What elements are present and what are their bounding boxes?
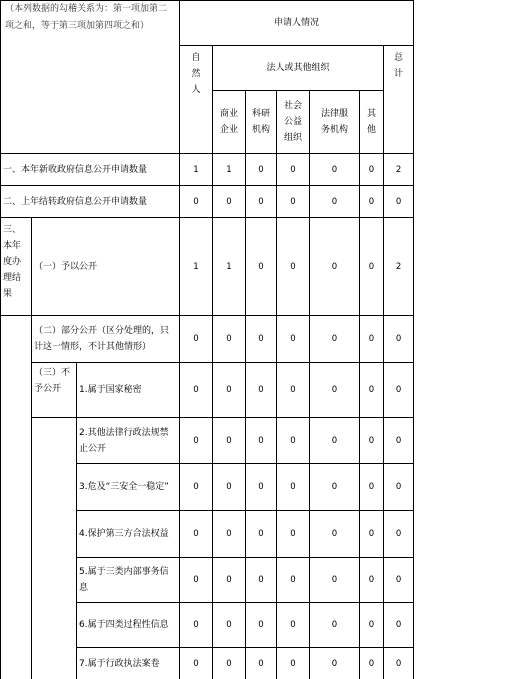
cell-commercial: 0 — [213, 511, 246, 558]
row-label: 1.属于国家秘密 — [77, 363, 180, 418]
cell-social: 0 — [277, 648, 310, 679]
table-row — [1, 186, 414, 218]
row-label: 5.属于三类内部事务信息 — [77, 558, 180, 603]
section-three-spacer — [1, 316, 32, 679]
applicant-header: 申请人情况 — [180, 1, 414, 46]
cell-social: 0 — [277, 603, 310, 648]
cell-total: 0 — [384, 511, 414, 558]
cell-legal-service: 0 — [310, 418, 360, 464]
cell-other: 0 — [360, 464, 384, 511]
cell-other: 0 — [360, 418, 384, 464]
natural-person-label: 自然人 — [191, 53, 201, 95]
not-disclosed-spacer — [32, 418, 77, 679]
cell-natural: 0 — [180, 603, 213, 648]
cell-other: 0 — [360, 186, 384, 218]
section-three-label — [1, 218, 32, 316]
cell-natural: 0 — [180, 186, 213, 218]
cell-total: 0 — [384, 648, 414, 679]
cell-social: 0 — [277, 218, 310, 316]
legal-entity-header: 法人或其他组织 — [213, 46, 384, 91]
cell-research: 0 — [246, 648, 277, 679]
cell-research: 0 — [246, 186, 277, 218]
cell-natural: 0 — [180, 363, 213, 418]
cell-social: 0 — [277, 558, 310, 603]
cell-legal-service: 0 — [310, 316, 360, 363]
table-row — [1, 363, 414, 418]
legal-service-label: 法律服务机构 — [321, 109, 349, 135]
social-header — [277, 91, 310, 154]
cell-legal-service: 0 — [310, 603, 360, 648]
row-label: 7.属于行政执法案卷 — [77, 648, 180, 679]
cell-natural: 0 — [180, 316, 213, 363]
not-disclosed-group-text: （三）不予公开 — [34, 368, 71, 394]
cell-commercial: 1 — [213, 218, 246, 316]
cell-legal-service: 0 — [310, 154, 360, 186]
cell-research: 0 — [246, 558, 277, 603]
cell-commercial: 1 — [213, 154, 246, 186]
cell-research: 0 — [246, 418, 277, 464]
cell-social: 0 — [277, 511, 310, 558]
cell-legal-service: 0 — [310, 648, 360, 679]
row-label: （一）予以公开 — [32, 218, 180, 316]
commercial-header — [213, 91, 246, 154]
cell-total: 0 — [384, 558, 414, 603]
cell-total: 2 — [384, 154, 414, 186]
table-row — [1, 316, 414, 363]
commercial-label: 商业企业 — [220, 109, 239, 135]
cell-total: 2 — [384, 218, 414, 316]
cell-natural: 1 — [180, 154, 213, 186]
other-header — [360, 91, 384, 154]
row-label: 2.其他法律行政法规禁止公开 — [77, 418, 180, 464]
cell-legal-service: 0 — [310, 558, 360, 603]
cell-total: 0 — [384, 603, 414, 648]
cell-commercial: 0 — [213, 464, 246, 511]
cell-total: 0 — [384, 186, 414, 218]
cell-other: 0 — [360, 218, 384, 316]
cell-other: 0 — [360, 154, 384, 186]
section-three-text: 三、本年度办理结果 — [3, 225, 22, 299]
cell-other: 0 — [360, 558, 384, 603]
cell-total: 0 — [384, 316, 414, 363]
cell-commercial: 0 — [213, 418, 246, 464]
cell-commercial: 0 — [213, 603, 246, 648]
cell-commercial: 0 — [213, 316, 246, 363]
cell-legal-service: 0 — [310, 186, 360, 218]
cell-social: 0 — [277, 418, 310, 464]
cell-other: 0 — [360, 363, 384, 418]
cell-social: 0 — [277, 464, 310, 511]
cell-commercial: 0 — [213, 363, 246, 418]
cell-legal-service: 0 — [310, 511, 360, 558]
cell-natural: 1 — [180, 218, 213, 316]
cell-legal-service: 0 — [310, 218, 360, 316]
row-label: 4.保护第三方合法权益 — [77, 511, 180, 558]
cell-social: 0 — [277, 186, 310, 218]
cell-research: 0 — [246, 464, 277, 511]
table-row — [1, 154, 414, 186]
research-label: 科研机构 — [252, 109, 271, 135]
cell-other: 0 — [360, 603, 384, 648]
cell-commercial: 0 — [213, 558, 246, 603]
cell-research: 0 — [246, 603, 277, 648]
not-disclosed-group-label — [32, 363, 77, 418]
cell-total: 0 — [384, 464, 414, 511]
cell-social: 0 — [277, 316, 310, 363]
cell-total: 0 — [384, 363, 414, 418]
legal-service-header — [310, 91, 360, 154]
cell-natural: 0 — [180, 558, 213, 603]
note-text: （本列数据的勾稽关系为：第一项加第二项之和，等于第三项加第四项之和） — [5, 4, 168, 31]
table-note — [1, 1, 180, 154]
cell-legal-service: 0 — [310, 363, 360, 418]
cell-other: 0 — [360, 648, 384, 679]
table-row — [1, 218, 414, 316]
cell-natural: 0 — [180, 648, 213, 679]
total-header — [384, 46, 414, 154]
research-header — [246, 91, 277, 154]
total-label: 总计 — [394, 53, 404, 79]
cell-natural: 0 — [180, 511, 213, 558]
cell-research: 0 — [246, 316, 277, 363]
cell-research: 0 — [246, 154, 277, 186]
cell-social: 0 — [277, 154, 310, 186]
row-label: 二、上年结转政府信息公开申请数量 — [1, 186, 180, 218]
cell-commercial: 0 — [213, 186, 246, 218]
cell-natural: 0 — [180, 418, 213, 464]
table-row — [1, 418, 414, 464]
other-label: 其他 — [367, 109, 377, 135]
cell-research: 0 — [246, 218, 277, 316]
cell-total: 0 — [384, 418, 414, 464]
cell-other: 0 — [360, 316, 384, 363]
cell-social: 0 — [277, 363, 310, 418]
row-label: 一、本年新收政府信息公开申请数量 — [1, 154, 180, 186]
natural-person-header — [180, 46, 213, 154]
cell-natural: 0 — [180, 464, 213, 511]
cell-research: 0 — [246, 363, 277, 418]
row-label: 6.属于四类过程性信息 — [77, 603, 180, 648]
cell-research: 0 — [246, 511, 277, 558]
cell-other: 0 — [360, 511, 384, 558]
cell-legal-service: 0 — [310, 464, 360, 511]
row-label: （二）部分公开（区分处理的，只计这一情形，不计其他情形） — [32, 316, 180, 363]
cell-commercial: 0 — [213, 648, 246, 679]
row-label: 3.危及“三安全一稳定” — [77, 464, 180, 511]
social-label: 社会公益组织 — [284, 101, 303, 143]
